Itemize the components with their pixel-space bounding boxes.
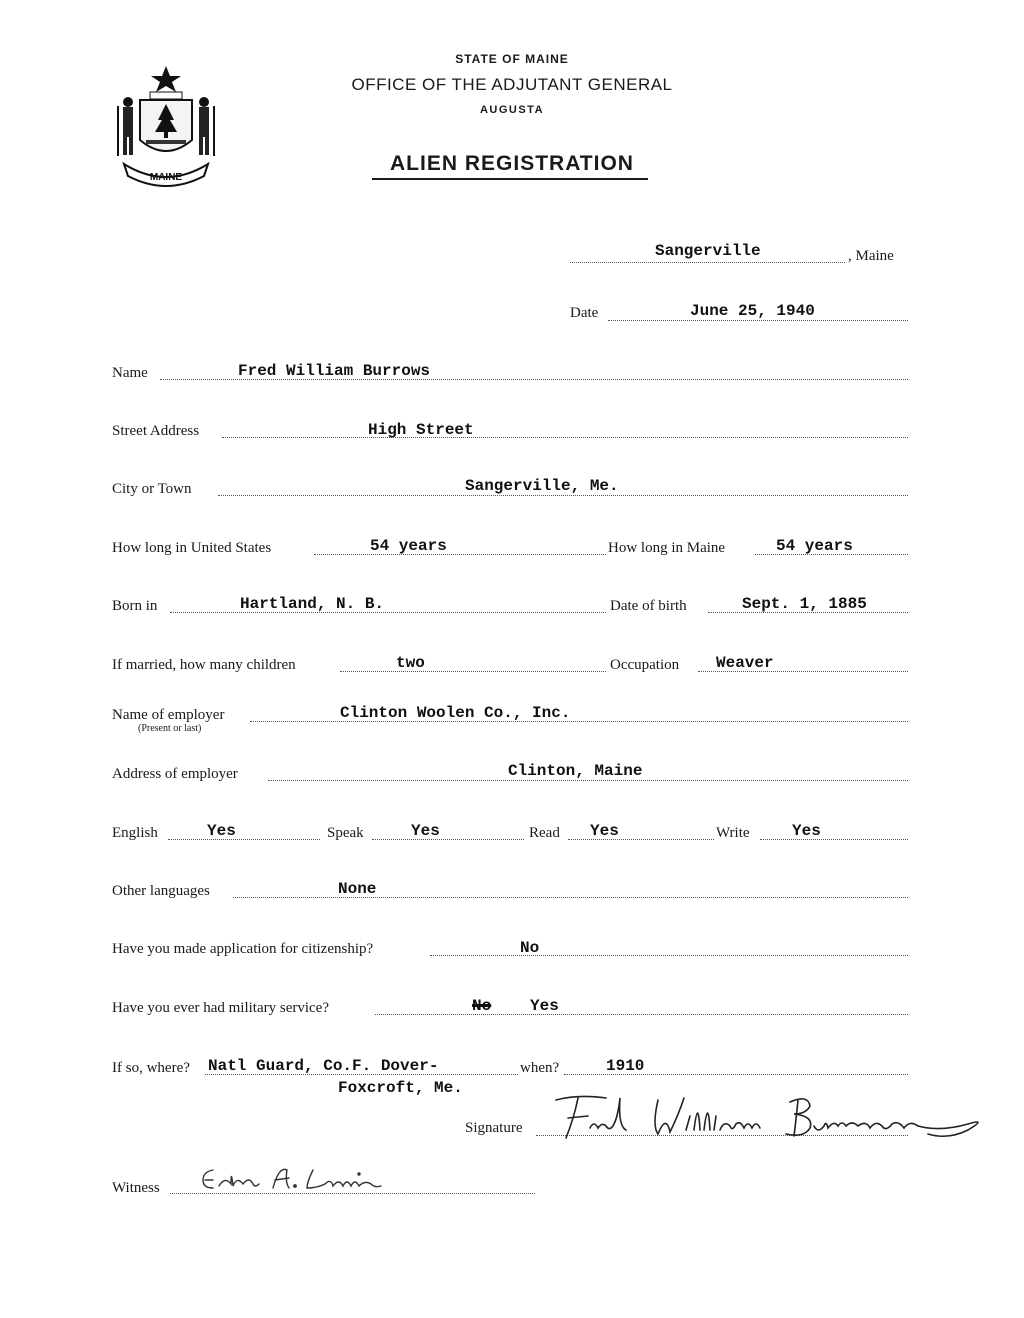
- header-state: STATE OF MAINE: [455, 52, 569, 66]
- birth-date-label: Date of birth: [610, 598, 687, 614]
- when-label: when?: [520, 1060, 560, 1076]
- employer-value: Clinton Woolen Co., Inc.: [340, 704, 571, 722]
- where-value-line1: Natl Guard, Co.F. Dover-: [208, 1057, 439, 1075]
- children-label: If married, how many children: [112, 657, 296, 673]
- signature-handwriting: [548, 1086, 993, 1152]
- speak-value: Yes: [411, 822, 440, 840]
- military-value: Yes: [530, 997, 559, 1015]
- citizenship-label: Have you made application for citizenship?: [112, 941, 374, 957]
- witness-label: Witness: [112, 1180, 160, 1196]
- date-line: [608, 320, 908, 321]
- name-value: Fred William Burrows: [238, 362, 431, 380]
- born-in-label: Born in: [112, 598, 158, 614]
- occupation-value: Weaver: [716, 654, 774, 672]
- employer-label: Name of employer: [112, 707, 225, 723]
- street-label: Street Address: [112, 423, 200, 439]
- read-label: Read: [529, 825, 560, 841]
- title-underline: [372, 178, 648, 180]
- write-value: Yes: [792, 822, 821, 840]
- how-long-maine-value: 54 years: [776, 537, 853, 555]
- signature-label: Signature: [465, 1120, 523, 1136]
- speak-line: [372, 839, 524, 840]
- where-label: If so, where?: [112, 1060, 190, 1076]
- employer-address-value: Clinton, Maine: [508, 762, 643, 780]
- occupation-label: Occupation: [610, 657, 680, 673]
- how-long-us-line: [314, 554, 606, 555]
- how-long-maine-label: How long in Maine: [608, 540, 726, 556]
- birth-date-value: Sept. 1, 1885: [742, 595, 867, 613]
- military-line: [375, 1014, 908, 1015]
- form-title: ALIEN REGISTRATION: [390, 152, 634, 175]
- city-label: City or Town: [112, 481, 192, 497]
- witness-handwriting: [195, 1162, 405, 1198]
- street-line: [222, 437, 908, 438]
- street-value: High Street: [368, 421, 474, 439]
- citizenship-value: No: [520, 939, 540, 957]
- write-line: [760, 839, 908, 840]
- other-languages-line: [233, 897, 908, 898]
- english-line: [168, 839, 320, 840]
- employer-address-label: Address of employer: [112, 766, 238, 782]
- city-value: Sangerville, Me.: [465, 477, 619, 495]
- place-line: [570, 262, 845, 263]
- how-long-us-value: 54 years: [370, 537, 447, 555]
- when-value: 1910: [606, 1057, 645, 1075]
- military-struck-value: No: [472, 997, 492, 1015]
- military-label: Have you ever had military service?: [112, 1000, 329, 1016]
- header-office: OFFICE OF THE ADJUTANT GENERAL: [351, 75, 673, 94]
- where-value-line2: Foxcroft, Me.: [338, 1079, 463, 1097]
- born-in-line: [170, 612, 606, 613]
- other-languages-value: None: [338, 880, 377, 898]
- children-line: [340, 671, 606, 672]
- how-long-us-label: How long in United States: [112, 540, 272, 556]
- header-city: AUGUSTA: [479, 104, 545, 116]
- children-value: two: [396, 654, 425, 672]
- place-state-label: , Maine: [848, 248, 894, 264]
- date-label: Date: [570, 305, 599, 321]
- name-label: Name: [112, 365, 148, 381]
- employer-address-line: [268, 780, 908, 781]
- read-value: Yes: [590, 822, 619, 840]
- seal-banner-text: MAINE: [149, 172, 183, 183]
- other-languages-label: Other languages: [112, 883, 210, 899]
- city-line: [218, 495, 908, 496]
- place-town-value: Sangerville: [655, 242, 761, 260]
- english-value: Yes: [207, 822, 236, 840]
- citizenship-line: [430, 955, 908, 956]
- date-value: June 25, 1940: [690, 302, 815, 320]
- speak-label: Speak: [327, 825, 364, 841]
- born-in-value: Hartland, N. B.: [240, 595, 385, 613]
- english-label: English: [112, 825, 158, 841]
- write-label: Write: [716, 825, 750, 841]
- employer-sublabel: (Present or last): [138, 723, 202, 734]
